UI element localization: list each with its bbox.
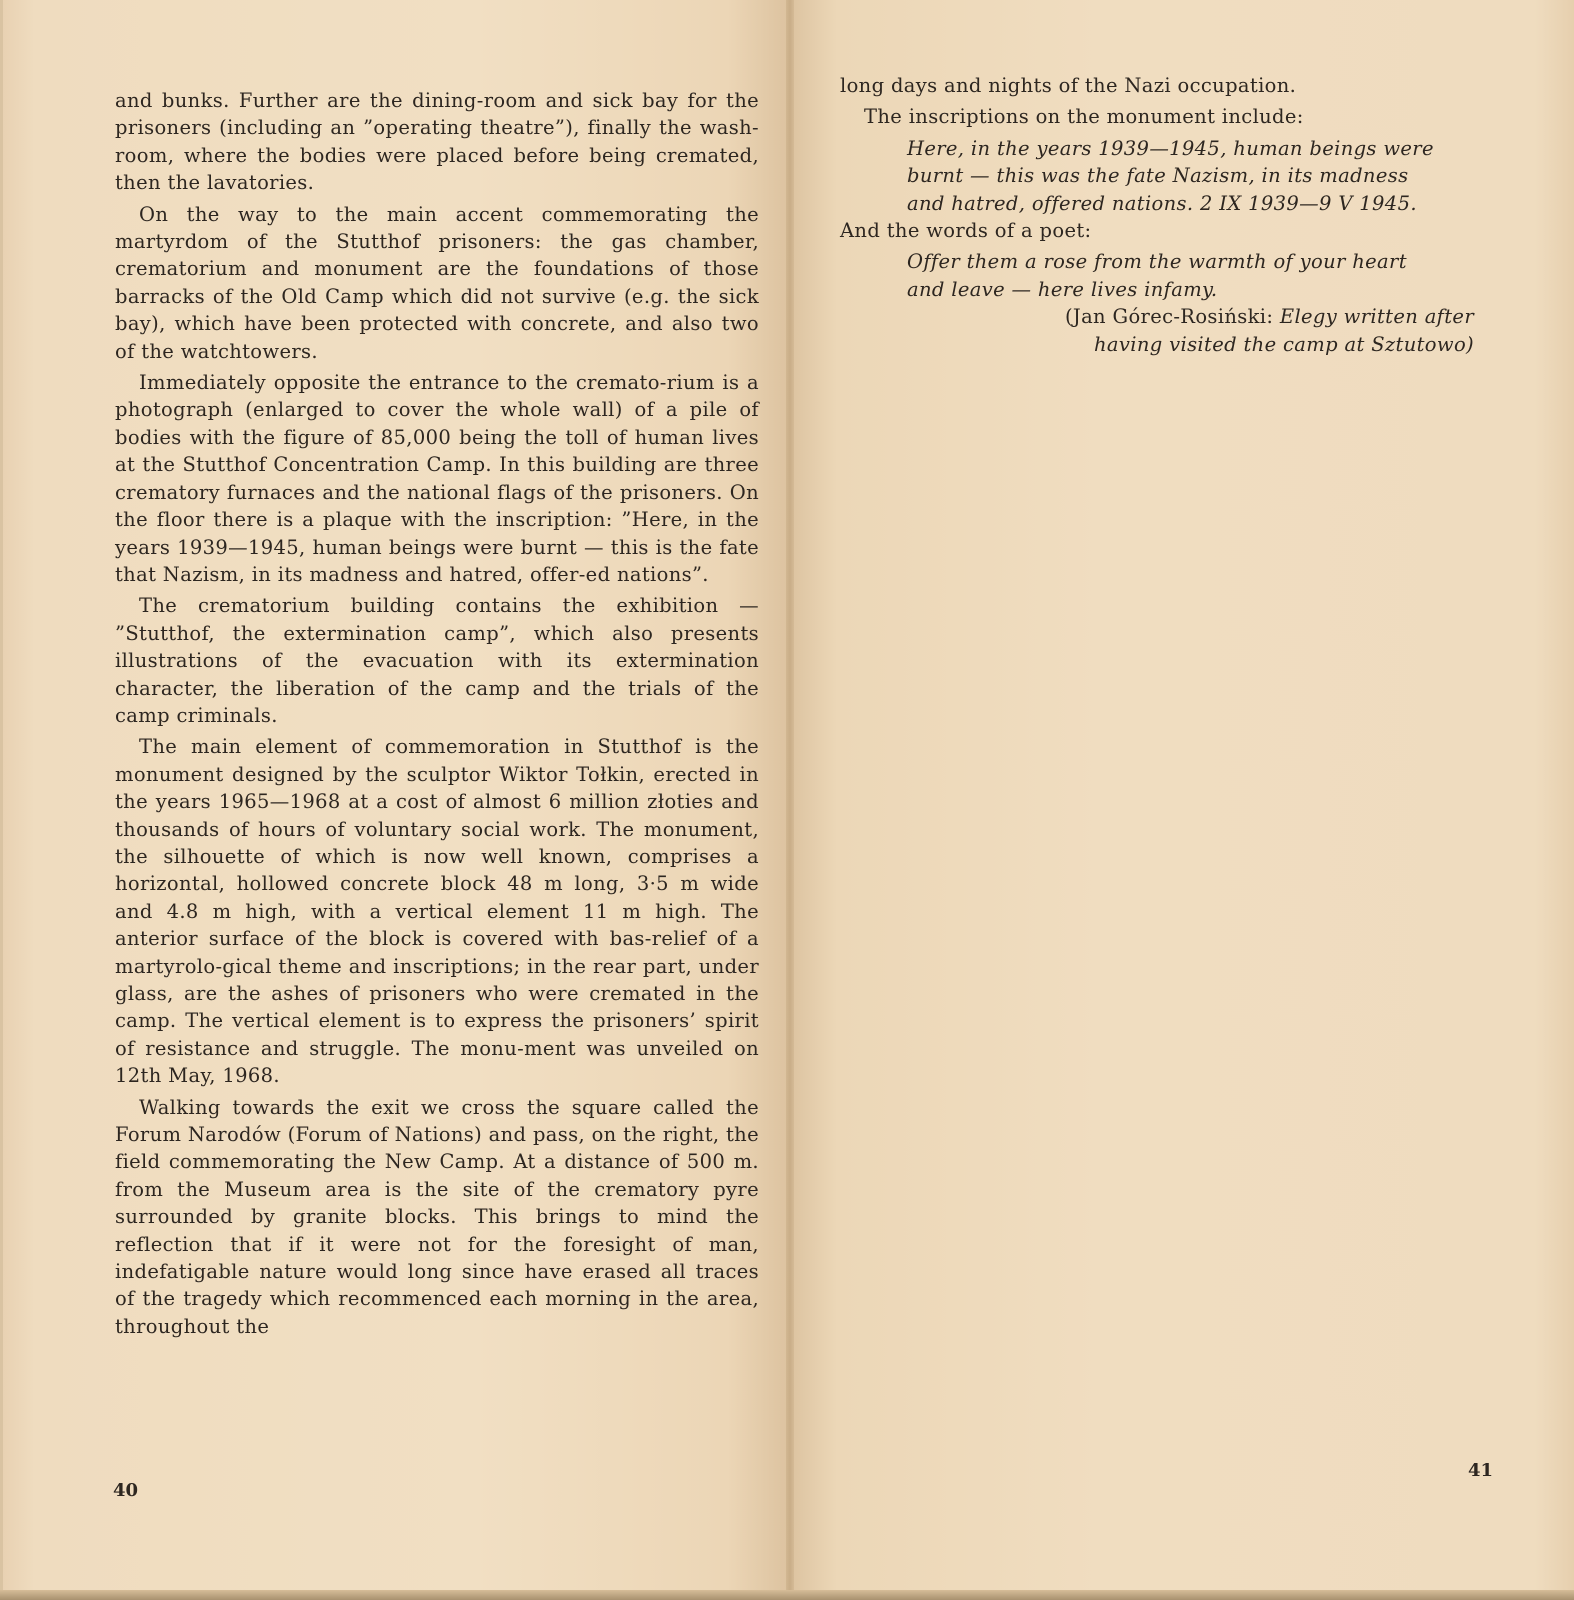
- page-number-right: 41: [1468, 1460, 1494, 1481]
- right-text-column: [840, 72, 1480, 358]
- text-line: And the words of a poet:: [840, 219, 1092, 243]
- inscription-line: burnt — this was the fate Nazism, in its madness: [907, 164, 1409, 188]
- paragraph: Immediately opposite the entrance to the cremato-rium is a photograph (enlarged to cover the whole wall) of a pile of bodies with the figure of 85,000 being the toll of human lives at the Stutthof Concentration Camp. In this building are three crematory furnaces and the national flags of the prisoners. On the floor there is a plaque with the inscription: ”Here, in the years 1939—1945, human beings were burnt — this is the fate that Nazism, in its madness and hatred, offer-ed nations”.: [115, 371, 759, 586]
- page-bottom-edge: [0, 1590, 1574, 1600]
- poem-attribution: [840, 303, 1480, 358]
- paragraph: and bunks. Further are the dining-room and sick bay for the prisoners (including an ”operating theatre”), finally the wash-room, where the bodies were placed before being cremated, then the lavatories.: [115, 89, 759, 195]
- paragraph: The main element of commemoration in Stutthof is the monument designed by the sculptor Wiktor Tołkin, erected in the years 1965—1968 at a cost of almost 6 million złoties and thousands of hours of voluntary social work. The monument, the silhouette of which is now well known, comprises a horizontal, hollowed concrete block 48 m long, 3·5 m wide and 4.8 m high, with a vertical element 11 m high. The anterior surface of the block is covered with bas-relief of a martyrolo-gical theme and inscriptions; in the rear part, under glass, are the ashes of prisoners who were cremated in the camp. The vertical element is to express the prisoners’ spirit of resistance and struggle. The monu-ment was unveiled on 12th May, 1968.: [115, 735, 759, 1088]
- paragraph: The crematorium building contains the exhibition — ”Stutthof, the extermination camp”, which also presents illustrations of the evacuation with its extermination character, the liberation of the camp and the trials of the camp criminals.: [115, 594, 759, 727]
- left-text-column: [115, 87, 759, 1344]
- attribution-title: Elegy written after: [1279, 305, 1474, 329]
- poem-line: and leave — here lives infamy.: [907, 277, 1218, 301]
- text-line: long days and nights of the Nazi occupation.: [840, 74, 1297, 97]
- attribution-title-cont: having visited the camp at Sztutowo): [1094, 332, 1474, 356]
- inscription-line: and hatred, offered nations. 2 IX 1939—9 V 1945.: [907, 191, 1417, 215]
- paragraph: Walking towards the exit we cross the square called the Forum Narodów (Forum of Nations) and pass, on the right, the field commemorating the New Camp. At a distance of 500 m. from the Museum area is the site of the crematory pyre surrounded by granite blocks. This brings to mind the reflection that if it were not for the foresight of man, indefatigable nature would long since have erased all traces of the tragedy which recommenced each morning in the area, throughout the: [115, 1095, 759, 1338]
- monument-inscription: [840, 135, 1480, 217]
- book-gutter: [786, 0, 794, 1600]
- paragraph: On the way to the main accent commemorating the martyrdom of the Stutthof prisoners: the gas chamber, crematorium and monument are the foundations of those barracks of the Old Camp which did not survive (e.g. the sick bay), which have been protected with concrete, and also two of the watchtowers.: [115, 202, 759, 363]
- text-line: The inscriptions on the monument include:: [864, 105, 1304, 129]
- inscription-line: Here, in the years 1939—1945, human beings were: [907, 136, 1434, 160]
- page-number-left: 40: [113, 1480, 139, 1501]
- poem: [840, 248, 1480, 303]
- attribution-author: (Jan Górec-Rosiński:: [1064, 305, 1274, 329]
- poem-line: Offer them a rose from the warmth of your heart: [907, 250, 1407, 274]
